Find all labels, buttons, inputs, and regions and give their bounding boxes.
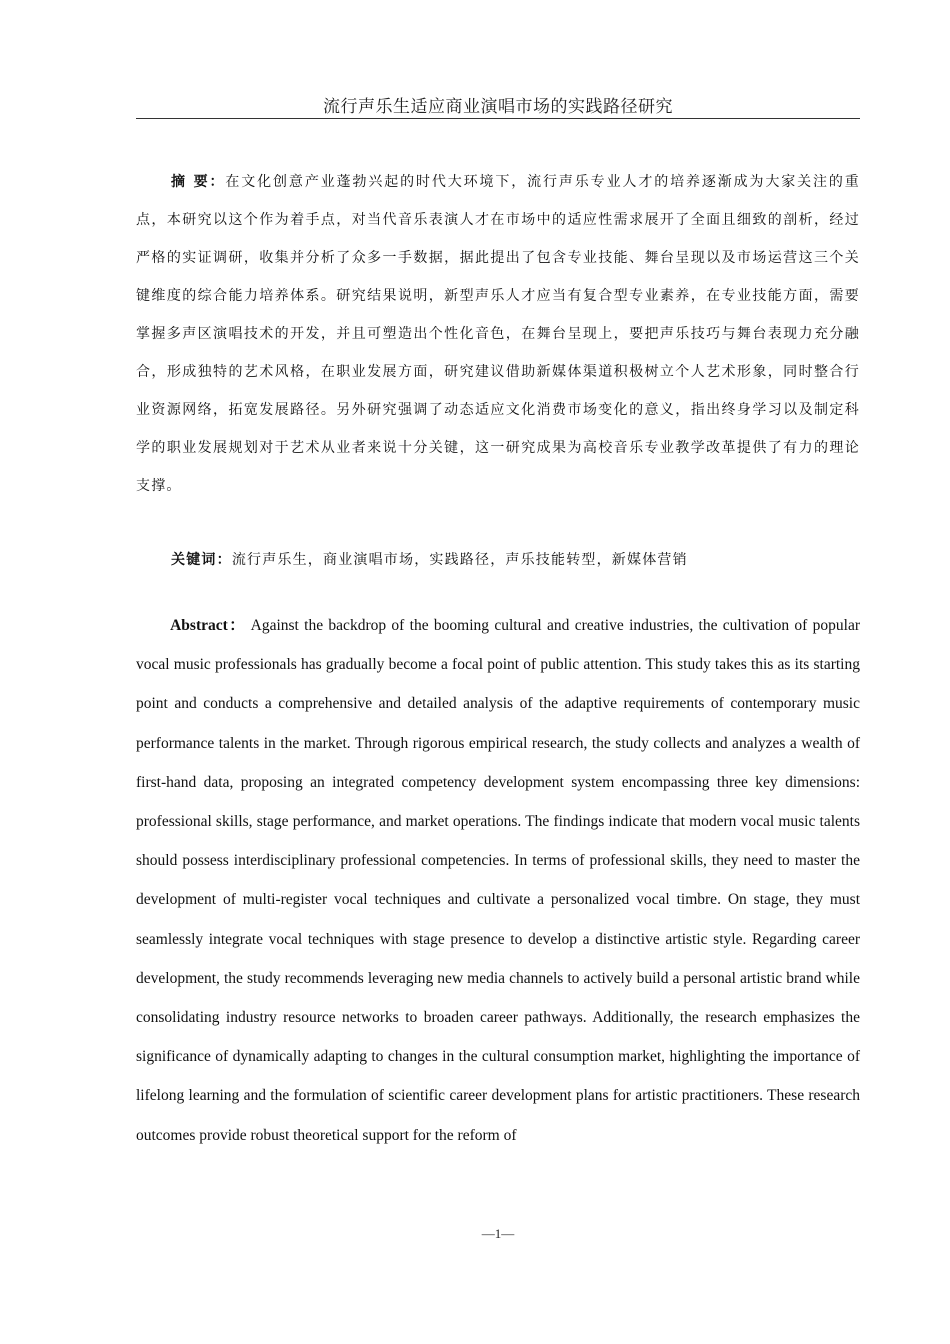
page-number: —1— xyxy=(481,1226,515,1241)
chinese-keywords-label: 关键词： xyxy=(171,552,232,568)
english-abstract-label: Abstract： xyxy=(170,617,247,634)
running-header-title: 流行声乐生适应商业演唱市场的实践路径研究 xyxy=(323,97,673,117)
chinese-keywords-text: 流行声乐生，商业演唱市场，实践路径，声乐技能转型，新媒体营销 xyxy=(231,552,688,568)
header-divider xyxy=(136,118,860,119)
english-abstract xyxy=(136,606,860,1155)
chinese-keywords xyxy=(136,541,860,579)
chinese-abstract-text: 在文化创意产业蓬勃兴起的时代大环境下，流行声乐专业人才的培养逐渐成为大家关注的重点，本研究以这个作为着手点，对当代音乐表演人才在市场中的适应性需求展开了全面且细致的剖析，经过严格的实证调研，收集并分析了众多一手数据，据此提出了包含专业技能、舞台呈现以及市场运营这三个关键维度的综合能力培养体系。研究结果说明，新型声乐人才应当有复合型专业素养，在专业技能方面，需要掌握多声区演唱技术的开发，并且可塑造出个性化音色，在舞台呈现上，要把声乐技巧与舞台表现力充分融合，形成独特的艺术风格，在职业发展方面，研究建议借助新媒体渠道积极树立个人艺术形象，同时整合行业资源网络，拓宽发展路径。另外研究强调了动态适应文化消费市场变化的意义，指出终身学习以及制定科学的职业发展规划对于艺术从业者来说十分关键，这一研究成果为高校音乐专业教学改革提供了有力的理论支撑。 xyxy=(136,174,860,494)
chinese-abstract-label: 摘 要： xyxy=(171,174,226,190)
chinese-abstract xyxy=(136,163,860,505)
english-abstract-text: Against the backdrop of the booming cultural and creative industries, the cultivation of popular vocal music professionals has gradually become a focal point of public attention. This study takes this as its starting point and conducts a comprehensive and detailed analysis of the adaptive requirements of contemporary music performance talents in the market. Through rigorous empirical research, the study collects and analyzes a wealth of first-hand data, proposing an integrated competency development system encompassing three key dimensions: professional skills, stage performance, and market operations. The findings indicate that modern vocal music talents should possess interdisciplinary professional competencies. In terms of professional skills, they need to master the development of multi-register vocal techniques and cultivate a personalized vocal timbre. On stage, they must seamlessly integrate vocal techniques with stage presence to develop a distinctive artistic style. Regarding career development, the study recommends leveraging new media channels to actively build a personal artistic brand while consolidating industry resource networks to broaden career pathways. Additionally, the research emphasizes the significance of dynamically adapting to changes in the cultural consumption market, highlighting the importance of lifelong learning and the formulation of scientific career development plans for artistic practitioners. These research outcomes provide robust theoretical support for the reform of xyxy=(136,617,860,1144)
